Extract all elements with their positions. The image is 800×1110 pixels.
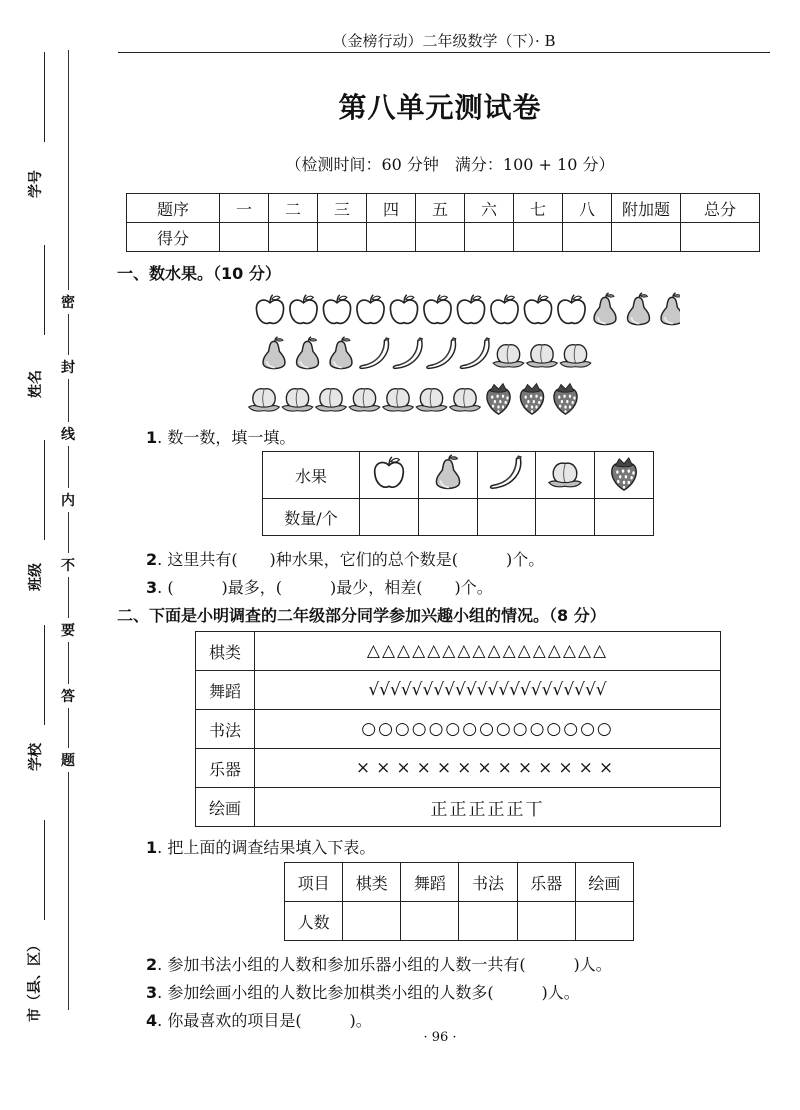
page-number: · 96 ·: [423, 1030, 457, 1045]
survey-row: [196, 749, 721, 788]
seal-char: 线: [58, 422, 78, 446]
survey-label: 舞蹈: [196, 671, 255, 710]
apple-icon: [524, 295, 551, 324]
count-answer-cell[interactable]: [595, 499, 654, 536]
result-header-cell: 舞蹈: [401, 863, 459, 902]
score-header-cell: 七: [514, 194, 563, 223]
apple-icon: [424, 295, 451, 324]
fruit-count-table: [262, 451, 654, 536]
school-label: 学校: [28, 743, 44, 771]
result-header-cell: 书法: [459, 863, 517, 902]
banana-icon: [360, 338, 389, 369]
class-line: [44, 440, 45, 540]
question-text: . 数一数，填一填。: [157, 428, 296, 447]
pear-icon: [429, 454, 467, 492]
question-text: . 这里共有( )种水果，它们的总个数是( )个。: [157, 550, 545, 569]
seal-char: 答: [58, 684, 78, 708]
fruit-cell: [477, 452, 536, 499]
question-text: . ( )最多，( )最少，相差( )个。: [157, 578, 493, 597]
result-row-label: 人数: [285, 902, 343, 941]
survey-row: [196, 671, 721, 710]
apple-icon: [457, 295, 484, 324]
page-title: 第八单元测试卷: [338, 91, 542, 124]
section2-q2: [146, 952, 612, 975]
peach-icon: [349, 389, 380, 411]
score-cell[interactable]: [563, 223, 612, 252]
section1-q1: [146, 425, 295, 448]
survey-row: [196, 710, 721, 749]
survey-marks: ○○○○○○○○○○○○○○○: [255, 710, 721, 749]
score-cell[interactable]: [465, 223, 514, 252]
peach-icon: [416, 389, 447, 411]
survey-row: [196, 788, 721, 827]
peach-icon: [450, 389, 481, 411]
score-table: [126, 193, 760, 252]
strawberry-icon: [554, 384, 577, 415]
score-row-label: 得分: [127, 223, 220, 252]
question-text: . 把上面的调查结果填入下表。: [157, 838, 376, 857]
peach-icon: [493, 345, 524, 367]
score-cell[interactable]: [269, 223, 318, 252]
pear-icon: [594, 293, 616, 325]
running-header: （金榜行动）二年级数学（下）· B: [332, 32, 556, 50]
survey-label: 绘画: [196, 788, 255, 827]
result-table: [284, 862, 634, 941]
pear-icon: [297, 337, 319, 369]
seal-line: [68, 50, 69, 1010]
seal-char: 要: [58, 618, 78, 642]
result-answer-cell[interactable]: [401, 902, 459, 941]
apple-icon: [323, 295, 350, 324]
section1-q2: [146, 547, 544, 570]
question-number: 4: [146, 1011, 158, 1030]
score-cell[interactable]: [416, 223, 465, 252]
question-text: . 你最喜欢的项目是( )。: [157, 1011, 372, 1030]
student-id-label: 学号: [28, 170, 44, 198]
peach-icon: [527, 345, 558, 367]
apple-icon: [256, 295, 283, 324]
question-text: . 参加绘画小组的人数比参加棋类小组的人数多( )人。: [157, 983, 580, 1002]
count-row: [263, 499, 654, 536]
name-line: [44, 245, 45, 335]
score-header-cell: 附加题: [612, 194, 681, 223]
score-cell[interactable]: [220, 223, 269, 252]
score-cell[interactable]: [367, 223, 416, 252]
apple-icon: [357, 295, 384, 324]
score-table-score-row: [127, 223, 760, 252]
survey-marks: ×××××××××××××: [255, 749, 721, 788]
survey-row: [196, 632, 721, 671]
result-header-cell: 乐器: [517, 863, 575, 902]
class-label: 班级: [28, 563, 44, 591]
score-header-cell: 二: [269, 194, 318, 223]
apple-icon: [390, 295, 417, 324]
count-answer-cell[interactable]: [536, 499, 595, 536]
section2-heading: 二、下面是小明调查的二年级部分同学参加兴趣小组的情况。（8 分）: [117, 606, 606, 625]
survey-marks: 正正正正正丅: [255, 788, 721, 827]
exam-time-info: （检测时间：60 分钟 满分：100 + 10 分）: [285, 155, 615, 174]
score-header-cell: 三: [318, 194, 367, 223]
banana-icon: [427, 338, 456, 369]
score-cell[interactable]: [318, 223, 367, 252]
count-answer-cell[interactable]: [360, 499, 419, 536]
count-label-cell: 数量/个: [263, 499, 360, 536]
question-number: 2: [146, 550, 158, 569]
peach-icon: [546, 454, 584, 492]
peach-icon: [316, 389, 347, 411]
survey-label: 棋类: [196, 632, 255, 671]
survey-label: 书法: [196, 710, 255, 749]
survey-label: 乐器: [196, 749, 255, 788]
result-header-cell: 棋类: [343, 863, 401, 902]
question-number: 1: [146, 838, 158, 857]
score-header-cell: 四: [367, 194, 416, 223]
pear-icon: [661, 293, 680, 325]
seal-char: 密: [58, 290, 78, 314]
fruit-cell: [595, 452, 654, 499]
seal-char: 封: [58, 355, 78, 379]
fruit-label-cell: 水果: [263, 452, 360, 499]
score-header-cell: 一: [220, 194, 269, 223]
result-answer-cell[interactable]: [517, 902, 575, 941]
result-header-cell: 绘画: [575, 863, 633, 902]
question-number: 1: [146, 428, 158, 447]
fruit-cell: [536, 452, 595, 499]
apple-icon: [290, 295, 317, 324]
strawberry-icon: [487, 384, 510, 415]
name-label: 姓名: [28, 370, 44, 398]
banana-icon: [487, 454, 525, 492]
result-answer-row: [285, 902, 634, 941]
count-answer-cell[interactable]: [477, 499, 536, 536]
strawberry-icon: [520, 384, 543, 415]
seal-char: 内: [58, 488, 78, 512]
city-line: [44, 820, 45, 920]
pear-icon: [628, 293, 650, 325]
result-answer-cell[interactable]: [459, 902, 517, 941]
question-number: 3: [146, 578, 158, 597]
apple-icon: [370, 454, 408, 492]
section1-q3: [146, 575, 493, 598]
result-header-row: [285, 863, 634, 902]
seal-char: 不: [58, 553, 78, 577]
header-rule: [118, 52, 770, 53]
count-answer-cell[interactable]: [418, 499, 477, 536]
fruit-cell: [360, 452, 419, 499]
pear-icon: [263, 337, 285, 369]
apple-icon: [491, 295, 518, 324]
question-number: 3: [146, 983, 158, 1002]
banana-icon: [460, 338, 489, 369]
score-header-cell: 六: [465, 194, 514, 223]
score-header-cell: 总分: [681, 194, 760, 223]
school-line: [44, 625, 45, 725]
section2-q4: [146, 1008, 372, 1031]
survey-table: [195, 631, 721, 827]
result-answer-cell[interactable]: [575, 902, 633, 941]
peach-icon: [383, 389, 414, 411]
section2-q1: [146, 835, 375, 858]
score-table-header-row: [127, 194, 760, 223]
question-text: . 参加书法小组的人数和参加乐器小组的人数一共有( )人。: [157, 955, 612, 974]
survey-marks: △△△△△△△△△△△△△△△△: [255, 632, 721, 671]
score-header-cell: 题序: [127, 194, 220, 223]
score-cell[interactable]: [681, 223, 760, 252]
question-number: 2: [146, 955, 158, 974]
result-header-cell: 项目: [285, 863, 343, 902]
peach-icon: [249, 389, 280, 411]
score-header-cell: 五: [416, 194, 465, 223]
result-answer-cell[interactable]: [343, 902, 401, 941]
score-header-cell: 八: [563, 194, 612, 223]
survey-marks: √√√√√√√√√√√√√√√√√√√√√√: [255, 671, 721, 710]
score-cell[interactable]: [612, 223, 681, 252]
pear-icon: [330, 337, 352, 369]
strawberry-icon: [605, 454, 643, 492]
fruit-picture: [240, 288, 680, 428]
peach-icon: [282, 389, 313, 411]
seal-char: 题: [58, 748, 78, 772]
peach-icon: [560, 345, 591, 367]
section1-heading: 一、数水果。（10 分）: [117, 264, 281, 283]
banana-icon: [393, 338, 422, 369]
apple-icon: [558, 295, 585, 324]
score-cell[interactable]: [514, 223, 563, 252]
section2-q3: [146, 980, 580, 1003]
city-label: 市（县、区）: [27, 938, 43, 1022]
fruit-row: [263, 452, 654, 499]
fruit-cell: [418, 452, 477, 499]
